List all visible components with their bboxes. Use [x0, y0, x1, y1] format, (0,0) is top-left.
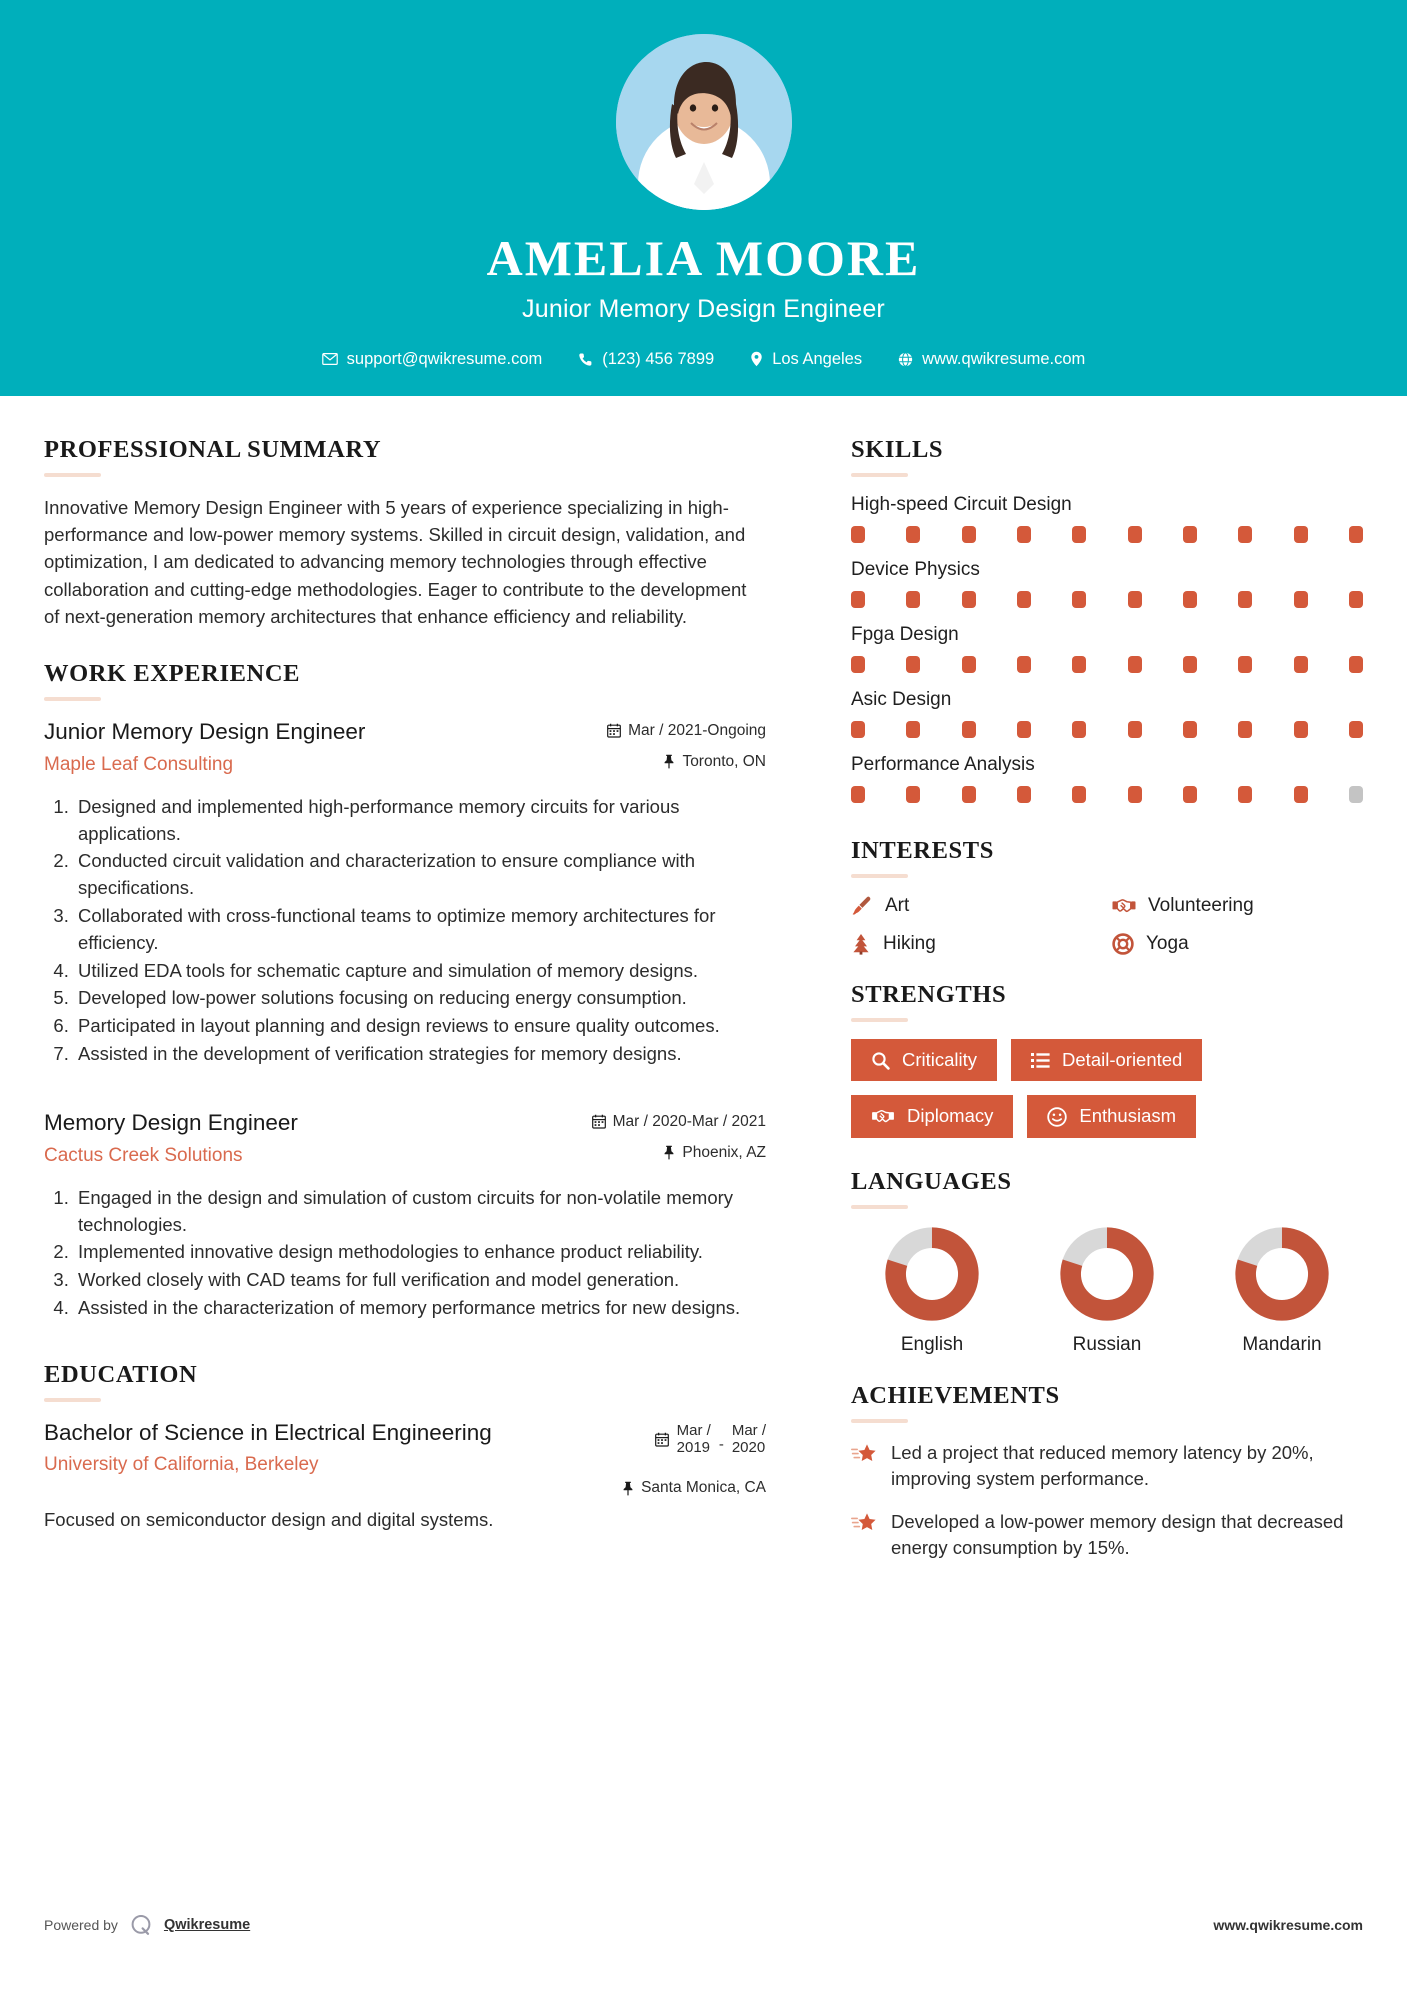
section-languages — [851, 1168, 1363, 1356]
rating-dot — [1017, 656, 1031, 673]
list-item: 2. Implemented innovative design methodologies to enhance product reliability. — [74, 1239, 766, 1266]
education-end-month: Mar / — [731, 1421, 766, 1439]
rating-dot — [906, 721, 920, 738]
skill-rating — [851, 526, 1363, 543]
section-education — [44, 1361, 766, 1531]
education-start-year: 2019 — [676, 1439, 711, 1457]
calendar-icon — [655, 1432, 669, 1447]
rating-dot — [906, 526, 920, 543]
contact-phone-text: (123) 456 7899 — [602, 349, 715, 368]
donut-chart-russian — [1059, 1226, 1155, 1322]
skill-item — [851, 559, 1363, 608]
qwikresume-logo-icon — [128, 1912, 154, 1938]
skill-rating — [851, 786, 1363, 803]
skill-item — [851, 754, 1363, 803]
rating-dot — [962, 721, 976, 738]
pushpin-icon — [663, 1145, 675, 1160]
section-divider — [44, 1398, 101, 1402]
calendar-icon — [607, 723, 621, 738]
list-item: 7. Assisted in the development of verification strategies for memory designs. — [74, 1041, 766, 1068]
map-pin-icon — [750, 351, 763, 367]
interest-label: Art — [885, 895, 910, 916]
contact-website-text: www.qwikresume.com — [922, 349, 1086, 368]
rating-dot — [1238, 786, 1252, 803]
contact-email[interactable] — [304, 350, 561, 369]
contact-location[interactable] — [732, 350, 880, 369]
language-item — [1207, 1226, 1357, 1356]
education-dates — [622, 1422, 766, 1457]
rating-dot — [1238, 656, 1252, 673]
achievement-text: Led a project that reduced memory latency by 20%, improving system performance. — [891, 1441, 1314, 1489]
right-column — [806, 396, 1407, 1579]
rating-dot — [1017, 721, 1031, 738]
education-entry — [44, 1419, 766, 1497]
language-label: Mandarin — [1242, 1333, 1322, 1355]
work-role: Memory Design Engineer — [44, 1109, 298, 1135]
list-item: 1. Designed and implemented high-performance memory circuits for various applications. — [74, 794, 766, 848]
resume-body — [0, 396, 1407, 1579]
rating-dot — [962, 526, 976, 543]
rating-dot — [1294, 656, 1308, 673]
work-location — [592, 1144, 766, 1162]
rating-dot — [906, 656, 920, 673]
work-role: Junior Memory Design Engineer — [44, 718, 366, 744]
handshake-icon — [871, 1107, 895, 1126]
list-item: 4. Utilized EDA tools for schematic capture and simulation of memory designs. — [74, 958, 766, 985]
donut-chart-english — [884, 1226, 980, 1322]
section-professional-summary — [44, 436, 766, 630]
rating-dot — [962, 591, 976, 608]
rating-dot — [1017, 526, 1031, 543]
strength-chip-enthusiasm[interactable] — [1027, 1095, 1196, 1137]
work-company: Cactus Creek Solutions — [44, 1145, 243, 1166]
rating-dot — [1128, 656, 1142, 673]
rating-dot — [1349, 656, 1363, 673]
list-item: 3. Worked closely with CAD teams for full verification and model generation. — [74, 1267, 766, 1294]
education-start-month: Mar / — [676, 1421, 711, 1439]
rating-dot — [1294, 786, 1308, 803]
work-bullet-list — [44, 794, 766, 1068]
work-dates — [607, 722, 766, 740]
rating-dot — [906, 786, 920, 803]
achievement-item — [851, 1440, 1363, 1493]
skill-label: Performance Analysis — [851, 754, 1035, 775]
language-item — [1032, 1226, 1182, 1356]
skill-label: Asic Design — [851, 689, 952, 710]
rating-dot — [1183, 526, 1197, 543]
section-work-experience — [44, 660, 766, 1322]
rating-dot — [1072, 786, 1086, 803]
strength-chip-detail-oriented[interactable] — [1011, 1039, 1202, 1081]
rating-dot — [1072, 656, 1086, 673]
list-item: 2. Conducted circuit validation and characterization to ensure compliance with specifications. — [74, 848, 766, 902]
contact-phone[interactable] — [560, 350, 732, 369]
footer-url[interactable]: www.qwikresume.com — [1213, 1917, 1363, 1933]
rating-dot — [1238, 721, 1252, 738]
powered-by-label: Powered by — [44, 1917, 118, 1933]
interest-item — [1112, 933, 1363, 955]
header-job-title: Junior Memory Design Engineer — [522, 294, 885, 323]
work-location-text: Toronto, ON — [682, 752, 766, 770]
rating-dot — [1072, 526, 1086, 543]
work-location — [607, 753, 766, 771]
languages-heading: LANGUAGES — [851, 1167, 1012, 1195]
envelope-icon — [322, 351, 338, 367]
work-dates-text: Mar / 2021-Ongoing — [628, 721, 766, 739]
lifebuoy-icon — [1112, 933, 1134, 955]
achievement-item — [851, 1509, 1363, 1562]
rating-dot — [1017, 591, 1031, 608]
skill-rating — [851, 721, 1363, 738]
left-column — [0, 396, 806, 1579]
rating-dot — [1349, 721, 1363, 738]
phone-icon — [578, 352, 593, 367]
section-divider — [851, 1419, 908, 1423]
rating-dot — [962, 656, 976, 673]
work-bullet-list — [44, 1185, 766, 1322]
list-item: 5. Developed low-power solutions focusing on reducing energy consumption. — [74, 985, 766, 1012]
rating-dot — [851, 786, 865, 803]
rating-dot — [1183, 786, 1197, 803]
education-end-date — [732, 1422, 766, 1457]
education-school: University of California, Berkeley — [44, 1454, 319, 1476]
skill-rating — [851, 591, 1363, 608]
list-icon — [1031, 1052, 1050, 1069]
education-description: Focused on semiconductor design and digital systems. — [44, 1509, 494, 1531]
list-item: 3. Collaborated with cross-functional teams to optimize memory architectures for efficiency. — [74, 903, 766, 957]
language-label: Russian — [1072, 1333, 1142, 1355]
rating-dot — [1128, 786, 1142, 803]
interest-item — [851, 895, 1102, 917]
skills-heading: SKILLS — [851, 436, 944, 463]
interest-item — [1112, 895, 1363, 917]
section-interests — [851, 837, 1363, 955]
work-entry — [44, 718, 766, 1068]
work-entry — [44, 1109, 766, 1322]
handshake-icon — [1112, 896, 1136, 916]
skill-label: Device Physics — [851, 559, 980, 580]
powered-by-block — [44, 1912, 250, 1938]
interests-heading: INTERESTS — [851, 837, 994, 864]
rating-dot — [1183, 591, 1197, 608]
paintbrush-icon — [851, 895, 873, 917]
section-skills — [851, 436, 1363, 803]
skill-item — [851, 494, 1363, 543]
section-strengths — [851, 981, 1363, 1138]
education-end-year: 2020 — [731, 1439, 766, 1457]
strength-chip-diplomacy[interactable] — [851, 1095, 1013, 1137]
resume-header — [0, 0, 1407, 396]
work-location-text: Phoenix, AZ — [682, 1143, 766, 1161]
achievement-text: Developed a low-power memory design that decreased energy consumption by 15%. — [891, 1511, 1344, 1559]
smiley-icon — [1047, 1107, 1067, 1127]
globe-icon — [898, 352, 913, 367]
pushpin-icon — [622, 1481, 634, 1496]
list-item: 6. Participated in layout planning and design reviews to ensure quality outcomes. — [74, 1013, 766, 1040]
summary-heading: PROFESSIONAL SUMMARY — [44, 436, 382, 463]
work-heading: WORK EXPERIENCE — [44, 659, 301, 687]
qwikresume-brand-link[interactable]: Qwikresume — [163, 1917, 251, 1933]
section-divider — [851, 1018, 908, 1022]
rating-dot — [1183, 721, 1197, 738]
section-divider — [851, 874, 908, 878]
rating-dot — [1294, 721, 1308, 738]
education-start-date — [677, 1422, 711, 1457]
rating-dot — [1128, 591, 1142, 608]
shooting-star-icon — [851, 1443, 877, 1467]
rating-dot — [1128, 721, 1142, 738]
section-divider — [44, 473, 101, 477]
work-dates — [592, 1113, 766, 1131]
strength-label: Enthusiasm — [1079, 1105, 1177, 1127]
rating-dot — [1072, 721, 1086, 738]
rating-dot-empty — [1349, 786, 1363, 803]
search-icon — [871, 1051, 890, 1070]
section-divider — [851, 1205, 908, 1209]
rating-dot — [1294, 591, 1308, 608]
skill-item — [851, 689, 1363, 738]
contact-location-text: Los Angeles — [772, 349, 863, 368]
donut-chart-mandarin — [1234, 1226, 1330, 1322]
achievements-heading: ACHIEVEMENTS — [851, 1381, 1060, 1409]
skill-label: Fpga Design — [851, 624, 959, 645]
strength-chip-criticality[interactable] — [851, 1039, 997, 1081]
avatar-photo-icon — [616, 34, 792, 210]
skill-rating — [851, 656, 1363, 673]
strength-label: Criticality — [902, 1049, 978, 1070]
interest-label: Hiking — [883, 933, 936, 954]
education-heading: EDUCATION — [44, 1360, 198, 1388]
rating-dot — [1349, 591, 1363, 608]
rating-dot — [1017, 786, 1031, 803]
calendar-icon — [592, 1114, 606, 1129]
work-dates-text: Mar / 2020-Mar / 2021 — [612, 1112, 766, 1130]
rating-dot — [1349, 526, 1363, 543]
rating-dot — [851, 591, 865, 608]
page-title: AMELIA MOORE — [486, 230, 921, 286]
language-item — [857, 1226, 1007, 1356]
rating-dot — [1128, 526, 1142, 543]
interest-label: Volunteering — [1148, 895, 1254, 916]
list-item: 1. Engaged in the design and simulation of custom circuits for non-volatile memory technologies. — [74, 1185, 766, 1239]
strength-label: Detail-oriented — [1062, 1049, 1183, 1070]
strength-label: Diplomacy — [907, 1105, 994, 1127]
section-divider — [851, 473, 908, 477]
contact-website[interactable] — [880, 350, 1103, 369]
rating-dot — [962, 786, 976, 803]
list-item: 4. Assisted in the characterization of memory performance metrics for new designs. — [74, 1295, 766, 1322]
language-chart-group — [851, 1226, 1363, 1356]
tree-icon — [851, 933, 871, 955]
rating-dot — [1238, 591, 1252, 608]
education-location-text: Santa Monica, CA — [641, 1479, 766, 1497]
rating-dot — [851, 656, 865, 673]
education-date-separator: - — [718, 1435, 724, 1453]
pushpin-icon — [663, 754, 675, 769]
footer — [0, 1890, 1407, 1990]
language-label: English — [900, 1333, 964, 1355]
contact-row — [0, 350, 1407, 369]
strengths-heading: STRENGTHS — [851, 981, 1007, 1008]
rating-dot — [1072, 591, 1086, 608]
contact-email-text: support@qwikresume.com — [346, 349, 543, 368]
interest-item — [851, 933, 1102, 955]
rating-dot — [1183, 656, 1197, 673]
work-company: Maple Leaf Consulting — [44, 754, 234, 776]
section-achievements — [851, 1382, 1363, 1562]
avatar — [616, 34, 792, 210]
rating-dot — [1294, 526, 1308, 543]
rating-dot — [906, 591, 920, 608]
shooting-star-icon — [851, 1512, 877, 1536]
skill-label: High-speed Circuit Design — [851, 494, 1072, 515]
skill-item — [851, 624, 1363, 673]
education-location — [622, 1479, 766, 1497]
summary-text: Innovative Memory Design Engineer with 5 years of experience specializing in high-performance and low-power memory systems. Skilled in circuit design, validation, and optimization, I am dedicated to advancing memory technologies through effective collaboration and cutting-edge methodologies. Eager to contribute to the development of next-generation memory architectures that enhance efficiency and reliability. — [44, 497, 747, 627]
rating-dot — [851, 721, 865, 738]
section-divider — [44, 697, 101, 701]
rating-dot — [1238, 526, 1252, 543]
education-degree: Bachelor of Science in Electrical Engineering — [44, 1419, 492, 1445]
interest-label: Yoga — [1146, 933, 1189, 954]
rating-dot — [851, 526, 865, 543]
